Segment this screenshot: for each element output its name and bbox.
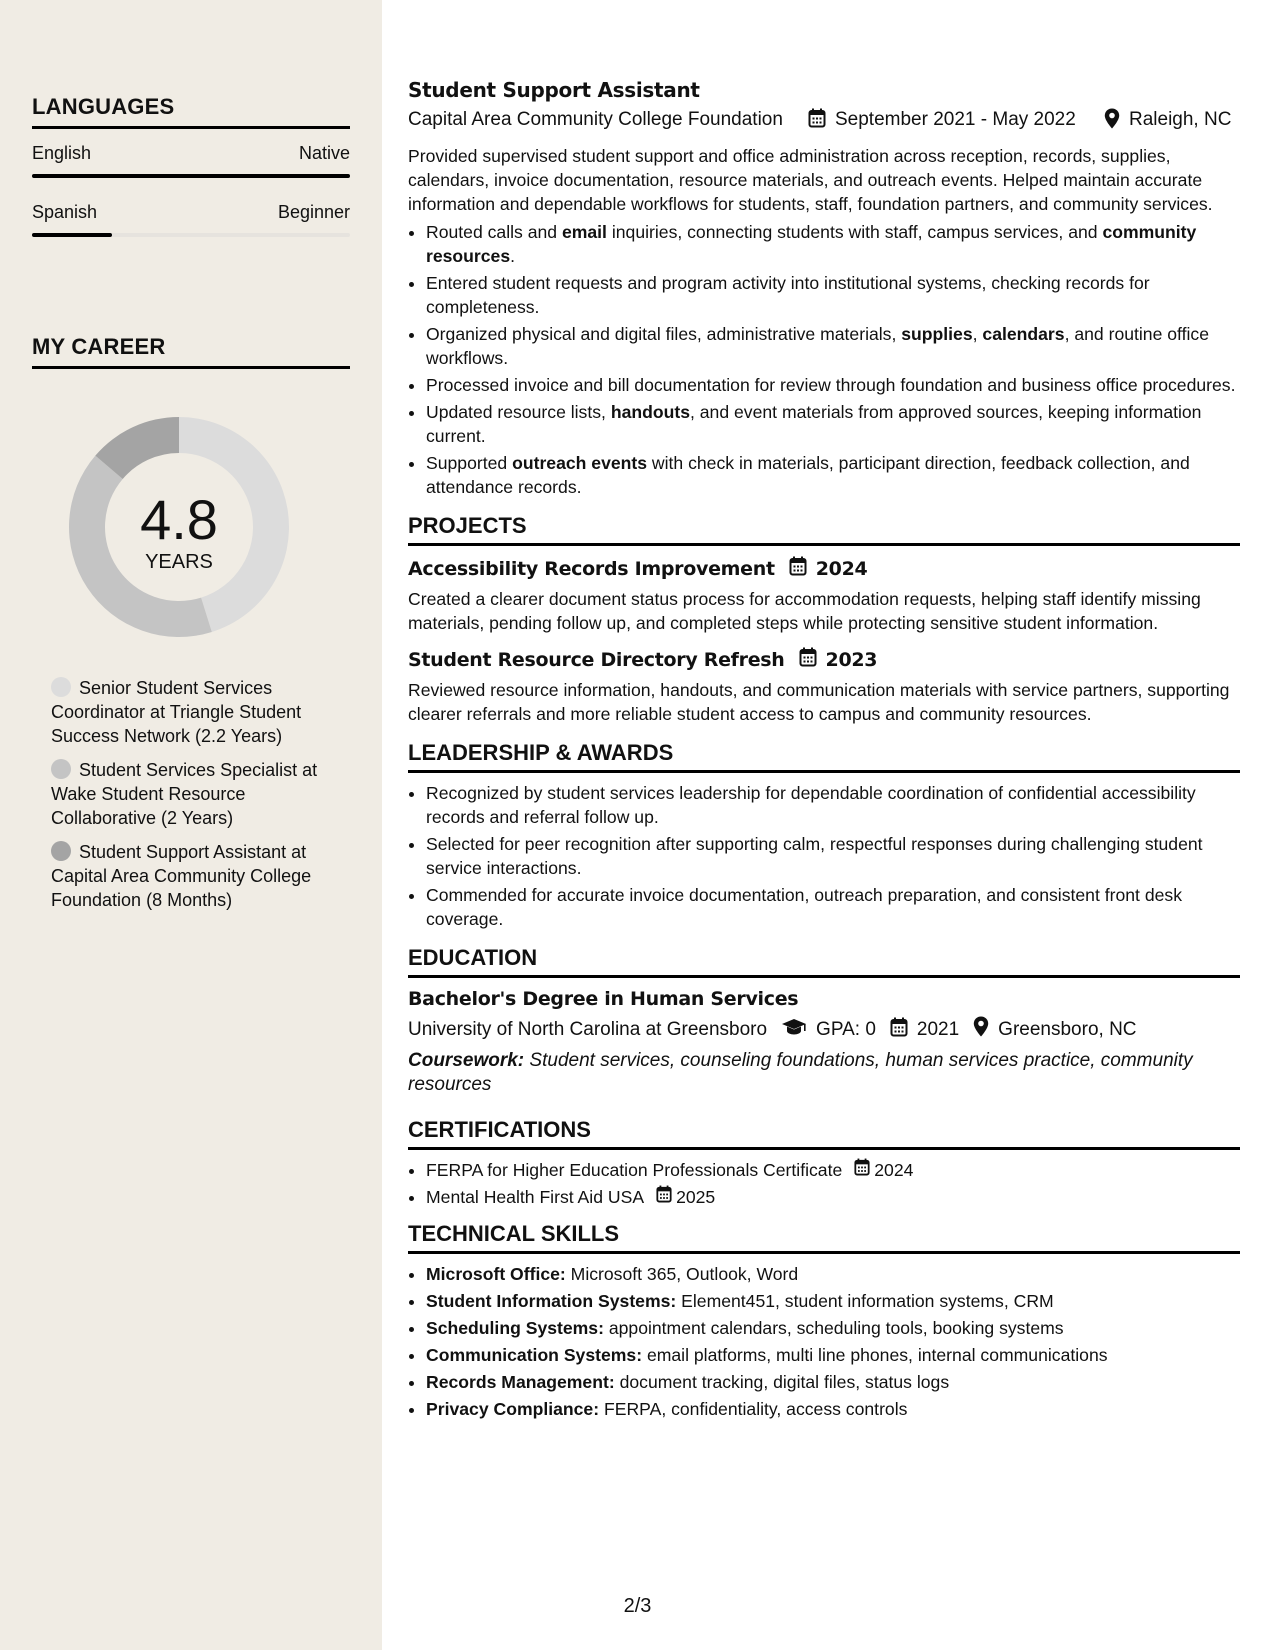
career-legend-item — [51, 758, 341, 830]
skill-label: Scheduling Systems: — [426, 1318, 604, 1338]
language-name: English — [32, 143, 92, 163]
coursework — [408, 1049, 1240, 1097]
list-item — [426, 1343, 1240, 1367]
career-section — [32, 334, 350, 369]
project-year: 2024 — [815, 557, 868, 580]
skill-label: Privacy Compliance: — [426, 1399, 600, 1419]
bullet-text: inquiries, connecting students with staff, campus services, and — [606, 222, 1103, 242]
section-title: EDUCATION — [408, 945, 1240, 978]
bullet-keyword: handouts — [610, 402, 690, 422]
certifications-list — [408, 1158, 1240, 1209]
language-proficiency-fill — [32, 174, 350, 178]
job-dates: September 2021 - May 2022 — [835, 109, 1076, 130]
project-name: Accessibility Records Improvement — [408, 557, 775, 580]
career-legend — [51, 676, 341, 922]
cert-year: 2025 — [676, 1187, 716, 1207]
location-pin-icon — [1104, 108, 1120, 136]
list-item — [426, 400, 1240, 448]
bullet-text: , and routine office workflows. — [426, 324, 1209, 368]
page-number — [0, 1595, 1275, 1618]
bullet-text: Supported — [426, 453, 513, 473]
career-legend-item — [51, 840, 341, 912]
coursework-text: Student services, counseling foundations, human services practice, community resources — [408, 1050, 1193, 1095]
legend-dot — [51, 677, 71, 697]
bullet-text: Organized physical and digital files, administrative materials, — [426, 324, 902, 344]
list-item — [426, 1262, 1240, 1286]
degree-title: Bachelor's Degree in Human Services — [408, 988, 799, 1010]
legend-dot — [51, 759, 71, 779]
job-summary: Provided supervised student support and office administration across reception, records, supplies, calendars, invoice documentation, resource materials, and outreach events. Helped maintain accurate information and dependable workflows for students, staff, foundation partners, and community services. — [408, 146, 1213, 214]
career-item-text: Senior Student Services Coordinator at Triangle Student Success Network (2.2 Years) — [51, 678, 302, 746]
bullet-text: . — [510, 246, 516, 266]
job-bullets — [408, 220, 1240, 499]
career-item-text: Student Support Assistant at Capital Area Community College Foundation (8 Months) — [51, 842, 312, 910]
calendar-icon — [890, 1017, 908, 1043]
career-title: MY CAREER — [32, 334, 350, 369]
list-item: • Entered student requests and program activity into institutional systems, checking records for completeness. — [426, 271, 1240, 319]
skill-value: document tracking, digital files, status logs — [614, 1372, 950, 1392]
career-donut-chart — [66, 414, 292, 640]
section-title: TECHNICAL SKILLS — [408, 1221, 1240, 1254]
skill-value: email platforms, multi line phones, internal communications — [642, 1345, 1108, 1365]
list-item: • Processed invoice and bill documentation for review through foundation and business office procedures. — [426, 373, 1240, 397]
skill-value: appointment calendars, scheduling tools, booking systems — [603, 1318, 1064, 1338]
project-description: Reviewed resource information, handouts, and communication materials with service partners, supporting clearer referrals and more reliable student access to campus and community resources. — [408, 680, 1230, 724]
skill-value: Element451, student information systems, CRM — [676, 1291, 1054, 1311]
leadership-section — [408, 740, 1240, 931]
coursework-label: Coursework: — [408, 1050, 525, 1071]
job-location: Raleigh, NC — [1129, 109, 1232, 130]
calendar-icon — [854, 1158, 870, 1182]
job-entry — [408, 78, 1240, 499]
legend-dot — [51, 841, 71, 861]
calendar-icon — [656, 1185, 672, 1209]
bullet-keyword: supplies — [901, 324, 973, 344]
skills-section — [408, 1221, 1240, 1421]
list-item — [426, 1185, 1240, 1209]
skill-label: Records Management: — [426, 1372, 615, 1392]
calendar-icon — [799, 647, 817, 672]
language-item — [32, 202, 350, 237]
bullet-text: , — [972, 324, 983, 344]
section-title: PROJECTS — [408, 513, 1240, 546]
sidebar — [0, 0, 382, 1650]
job-organization: Capital Area Community College Foundation — [408, 109, 783, 130]
graduation-cap-icon — [781, 1018, 807, 1042]
skill-value: FERPA, confidentiality, access controls — [599, 1399, 908, 1419]
skills-list — [408, 1262, 1240, 1421]
project-description: Created a clearer document status process for accommodation requests, helping staff identify missing materials, pending follow up, and completed steps while protecting sensitive student information. — [408, 589, 1201, 633]
list-item — [426, 322, 1240, 370]
leadership-list — [408, 781, 1240, 931]
cert-name: • Mental Health First Aid USA — [426, 1187, 645, 1207]
project-year: 2023 — [825, 648, 878, 671]
bullet-text: , and event materials from approved sources, keeping information current. — [426, 402, 1202, 446]
list-item — [426, 220, 1240, 268]
bullet-keyword: community resources — [426, 222, 1197, 266]
skill-label: Microsoft Office: — [426, 1264, 566, 1284]
page-number-text: 2/3 — [623, 1595, 652, 1617]
projects-section — [408, 513, 1240, 726]
bullet-keyword: outreach events — [512, 453, 648, 473]
location-pin-icon — [973, 1016, 989, 1043]
school-location: Greensboro, NC — [998, 1018, 1137, 1040]
language-proficiency-bar — [32, 233, 350, 237]
language-name: Spanish — [32, 202, 98, 222]
bullet-keyword: calendars — [982, 324, 1065, 344]
bullet-text: Updated resource lists, — [426, 402, 611, 422]
calendar-icon — [789, 556, 807, 581]
project-heading — [408, 647, 1240, 672]
bullet-text: with check in materials, participant direction, feedback collection, and attendance records. — [426, 453, 1190, 497]
career-legend-item — [51, 676, 341, 748]
career-total-unit: YEARS — [145, 551, 213, 573]
job-title: Student Support Assistant — [408, 78, 700, 102]
language-item — [32, 143, 350, 178]
language-proficiency-fill — [32, 233, 112, 237]
school-name: University of North Carolina at Greensboro — [408, 1018, 768, 1040]
list-item — [426, 1370, 1240, 1394]
bullet-keyword: email — [561, 222, 607, 242]
languages-title: LANGUAGES — [32, 94, 350, 129]
cert-year: 2024 — [874, 1160, 914, 1180]
career-total-value: 4.8 — [140, 488, 218, 551]
list-item: • Commended for accurate invoice documentation, outreach preparation, and consistent front desk coverage. — [426, 883, 1240, 931]
list-item — [426, 1158, 1240, 1182]
skill-label: Student Information Systems: — [426, 1291, 677, 1311]
list-item — [426, 451, 1240, 499]
education-section — [408, 945, 1240, 1097]
career-item-text: Student Services Specialist at Wake Student Resource Collaborative (2 Years) — [51, 760, 318, 828]
skill-label: Communication Systems: — [426, 1345, 643, 1365]
project-heading — [408, 556, 1240, 581]
main-content — [408, 78, 1240, 1424]
list-item — [426, 1397, 1240, 1421]
list-item — [426, 1316, 1240, 1340]
language-level: Native — [298, 143, 350, 163]
gpa: GPA: 0 — [816, 1018, 876, 1040]
project-name: Student Resource Directory Refresh — [408, 648, 785, 671]
language-level: Beginner — [277, 202, 350, 222]
languages-section — [32, 94, 350, 237]
section-title: CERTIFICATIONS — [408, 1117, 1240, 1150]
list-item: • Selected for peer recognition after supporting calm, respectful responses during challenging student service interactions. — [426, 832, 1240, 880]
bullet-text: Routed calls and — [426, 222, 562, 242]
skill-value: Microsoft 365, Outlook, Word — [565, 1264, 799, 1284]
list-item — [426, 1289, 1240, 1313]
cert-name: • FERPA for Higher Education Professionals Certificate — [426, 1160, 843, 1180]
certifications-section — [408, 1117, 1240, 1209]
section-title: LEADERSHIP & AWARDS — [408, 740, 1240, 773]
calendar-icon — [808, 108, 826, 135]
graduation-year: 2021 — [916, 1018, 960, 1040]
language-proficiency-bar — [32, 174, 350, 178]
list-item: • Recognized by student services leadership for dependable coordination of confidential accessibility records and referral follow up. — [426, 781, 1240, 829]
